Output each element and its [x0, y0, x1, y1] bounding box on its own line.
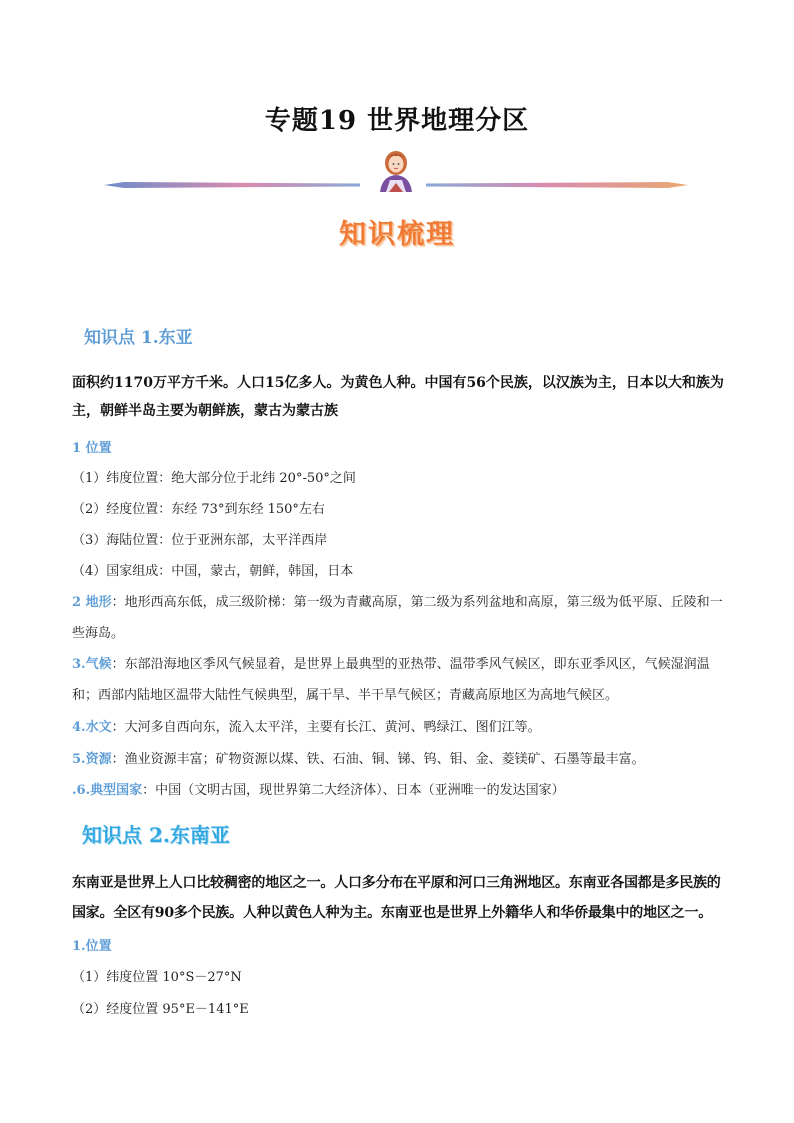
southeast-asia-position-label: 1.位置 — [72, 939, 112, 954]
east-asia-position-item: （2）经度位置：东经 73°到东经 150°左右 — [72, 502, 325, 517]
section-subtitle: 知识梳理 — [339, 219, 455, 250]
east-asia-intro: 面积约1170万平方千米。人口15亿多人。为黄色人种。中国有56个民族，以汉族为主，日本以大和族为主，朝鲜半岛主要为朝鲜族，蒙古为蒙古族 — [72, 375, 724, 419]
countries-label: .6.典型国家 — [72, 783, 143, 798]
hydrology-text: ：大河多自西向东，流入太平洋，主要有长江、黄河、鸭绿江、图们江等。 — [111, 720, 541, 735]
hydrology-label: 4.水文 — [72, 720, 112, 735]
climate-text: ：东部沿海地区季风气候显着，是世界上最典型的亚热带、温带季风气候区，即东亚季风区，气候湿润温和；西部内陆地区温带大陆性气候典型，属干旱、半干旱气候区；青藏高原地区为高地气候区。 — [72, 657, 710, 703]
east-asia-terrain — [72, 587, 732, 649]
east-asia-position-label: 1 位置 — [72, 441, 112, 456]
east-asia-hydrology — [72, 716, 541, 735]
southeast-asia-intro: 东南亚是世界上人口比较稠密的地区之一。人口多分布在平原和河口三角洲地区。东南亚各国都是多民族的国家。全区有90多个民族。人种以黄色人种为主。东南亚也是世界上外籍华人和华侨最集中的地区之一。 — [72, 875, 721, 921]
heading-southeast-asia: 知识点 2.东南亚 — [82, 823, 230, 847]
east-asia-climate — [72, 649, 732, 711]
climate-label: 3.气候 — [72, 657, 112, 672]
page-title: 专题19 世界地理分区 — [264, 106, 530, 136]
heading-east-asia: 知识点 1.东亚 — [84, 328, 193, 348]
resources-text: ：渔业资源丰富；矿物资源以煤、铁、石油、铜、锑、钨、钼、金、菱镁矿、石墨等最丰富。 — [111, 752, 645, 767]
reading-girl-icon — [372, 148, 420, 194]
left-divider — [104, 182, 360, 188]
southeast-asia-position-item: （1）纬度位置 10°S－27°N — [72, 970, 242, 985]
terrain-text: ：地形西高东低，成三级阶梯：第一级为青藏高原，第二级为系列盆地和高原，第三级为低平原、丘陵和一些海岛。 — [72, 595, 723, 641]
right-divider — [426, 182, 688, 188]
countries-text: ：中国（文明古国，现世界第二大经济体）、日本（亚洲唯一的发达国家） — [142, 783, 565, 798]
resources-label: 5.资源 — [72, 752, 112, 767]
title-banner — [100, 148, 694, 196]
southeast-asia-position-item: （2）经度位置 95°E－141°E — [72, 1002, 249, 1017]
east-asia-position-item: （3）海陆位置：位于亚洲东部，太平洋西岸 — [72, 533, 328, 548]
east-asia-countries — [72, 779, 565, 798]
terrain-label: 2 地形 — [72, 595, 112, 610]
east-asia-resources — [72, 748, 645, 767]
east-asia-position-item: （4）国家组成：中国，蒙古，朝鲜，韩国，日本 — [72, 564, 354, 579]
east-asia-position-item: （1）纬度位置：绝大部分位于北纬 20°-50°之间 — [72, 471, 356, 486]
